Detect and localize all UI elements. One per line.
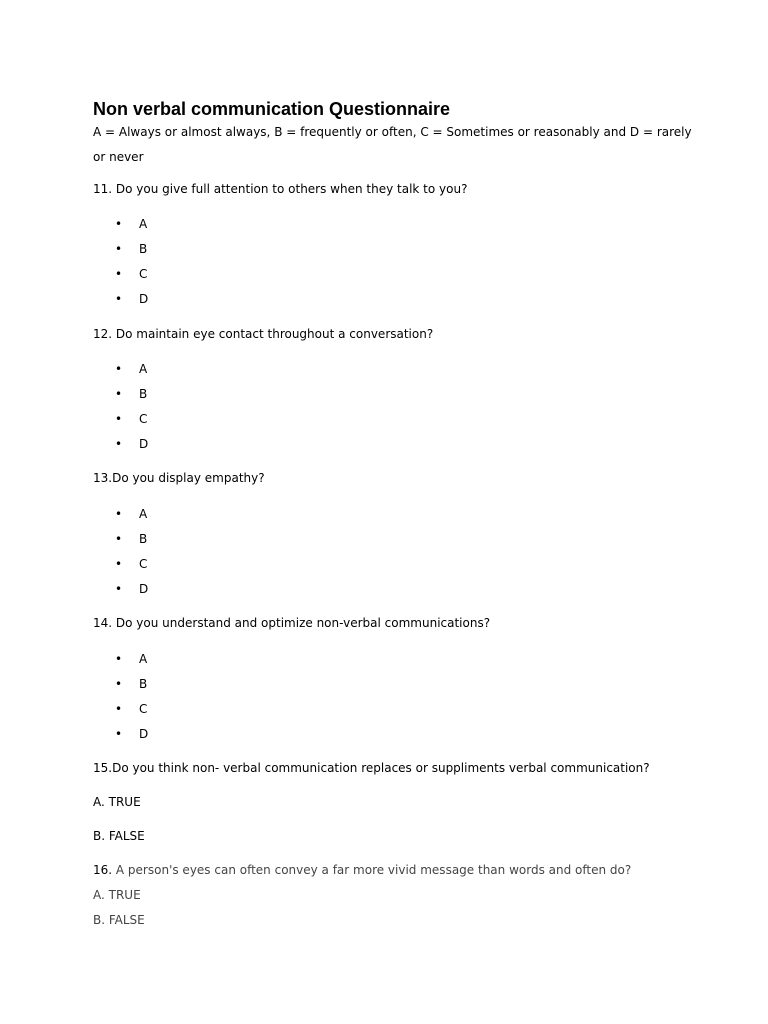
option-label: D: [139, 727, 149, 741]
option-label: A: [139, 362, 148, 376]
bullet-icon: •: [115, 702, 123, 716]
option-false[interactable]: B. FALSE: [93, 829, 145, 843]
bullet-icon: •: [115, 292, 123, 306]
question-12: [93, 326, 713, 342]
option-label: D: [139, 437, 149, 451]
option-label: D: [139, 582, 149, 596]
bullet-icon: •: [115, 437, 123, 451]
bullet-icon: •: [115, 387, 123, 401]
question-number: 13.: [93, 471, 113, 485]
question-text: Do you display empathy?: [112, 471, 265, 485]
bullet-icon: •: [115, 217, 123, 231]
bullet-icon: •: [115, 677, 123, 691]
option-true[interactable]: A. TRUE: [93, 795, 141, 809]
question-16: [93, 862, 713, 878]
question-text: Do you give full attention to others when they talk to you?: [112, 182, 468, 196]
bullet-icon: •: [115, 267, 123, 281]
question-number: 11.: [93, 182, 113, 196]
option-label: C: [139, 702, 148, 716]
bullet-icon: •: [115, 412, 123, 426]
option-label: B: [139, 242, 148, 256]
question-15: [93, 760, 713, 776]
bullet-icon: •: [115, 557, 123, 571]
option-label: C: [139, 267, 148, 281]
answer-legend: A = Always or almost always, B = frequently or often, C = Sometimes or reasonably and D = rarely or never: [93, 125, 692, 164]
bullet-icon: •: [115, 532, 123, 546]
question-13: [93, 470, 713, 486]
question-number: 12.: [93, 327, 113, 341]
question-text: Do maintain eye contact throughout a conversation?: [112, 327, 434, 341]
option-label: C: [139, 557, 148, 571]
bullet-icon: •: [115, 652, 123, 666]
option-label: D: [139, 292, 149, 306]
question-text: Do you understand and optimize non-verbal communications?: [112, 616, 491, 630]
option-label: A: [139, 217, 148, 231]
question-text: Do you think non- verbal communication replaces or suppliments verbal communication?: [112, 761, 650, 775]
bullet-icon: •: [115, 727, 123, 741]
option-label: A: [139, 652, 148, 666]
option-label: B: [139, 532, 148, 546]
bullet-icon: •: [115, 507, 123, 521]
option-label: B: [139, 387, 148, 401]
question-number: 14.: [93, 616, 113, 630]
option-false[interactable]: B. FALSE: [93, 913, 145, 927]
question-number: 15.: [93, 761, 113, 775]
bullet-icon: •: [115, 362, 123, 376]
bullet-icon: •: [115, 242, 123, 256]
question-text: A person's eyes can often convey a far more vivid message than words and often do?: [112, 863, 632, 877]
page-title: Non verbal communication Questionnaire: [93, 99, 451, 119]
question-number: 16.: [93, 863, 113, 877]
option-true[interactable]: A. TRUE: [93, 888, 141, 902]
question-11: [93, 181, 713, 197]
option-label: C: [139, 412, 148, 426]
option-label: A: [139, 507, 148, 521]
option-label: B: [139, 677, 148, 691]
question-14: [93, 615, 713, 631]
bullet-icon: •: [115, 582, 123, 596]
